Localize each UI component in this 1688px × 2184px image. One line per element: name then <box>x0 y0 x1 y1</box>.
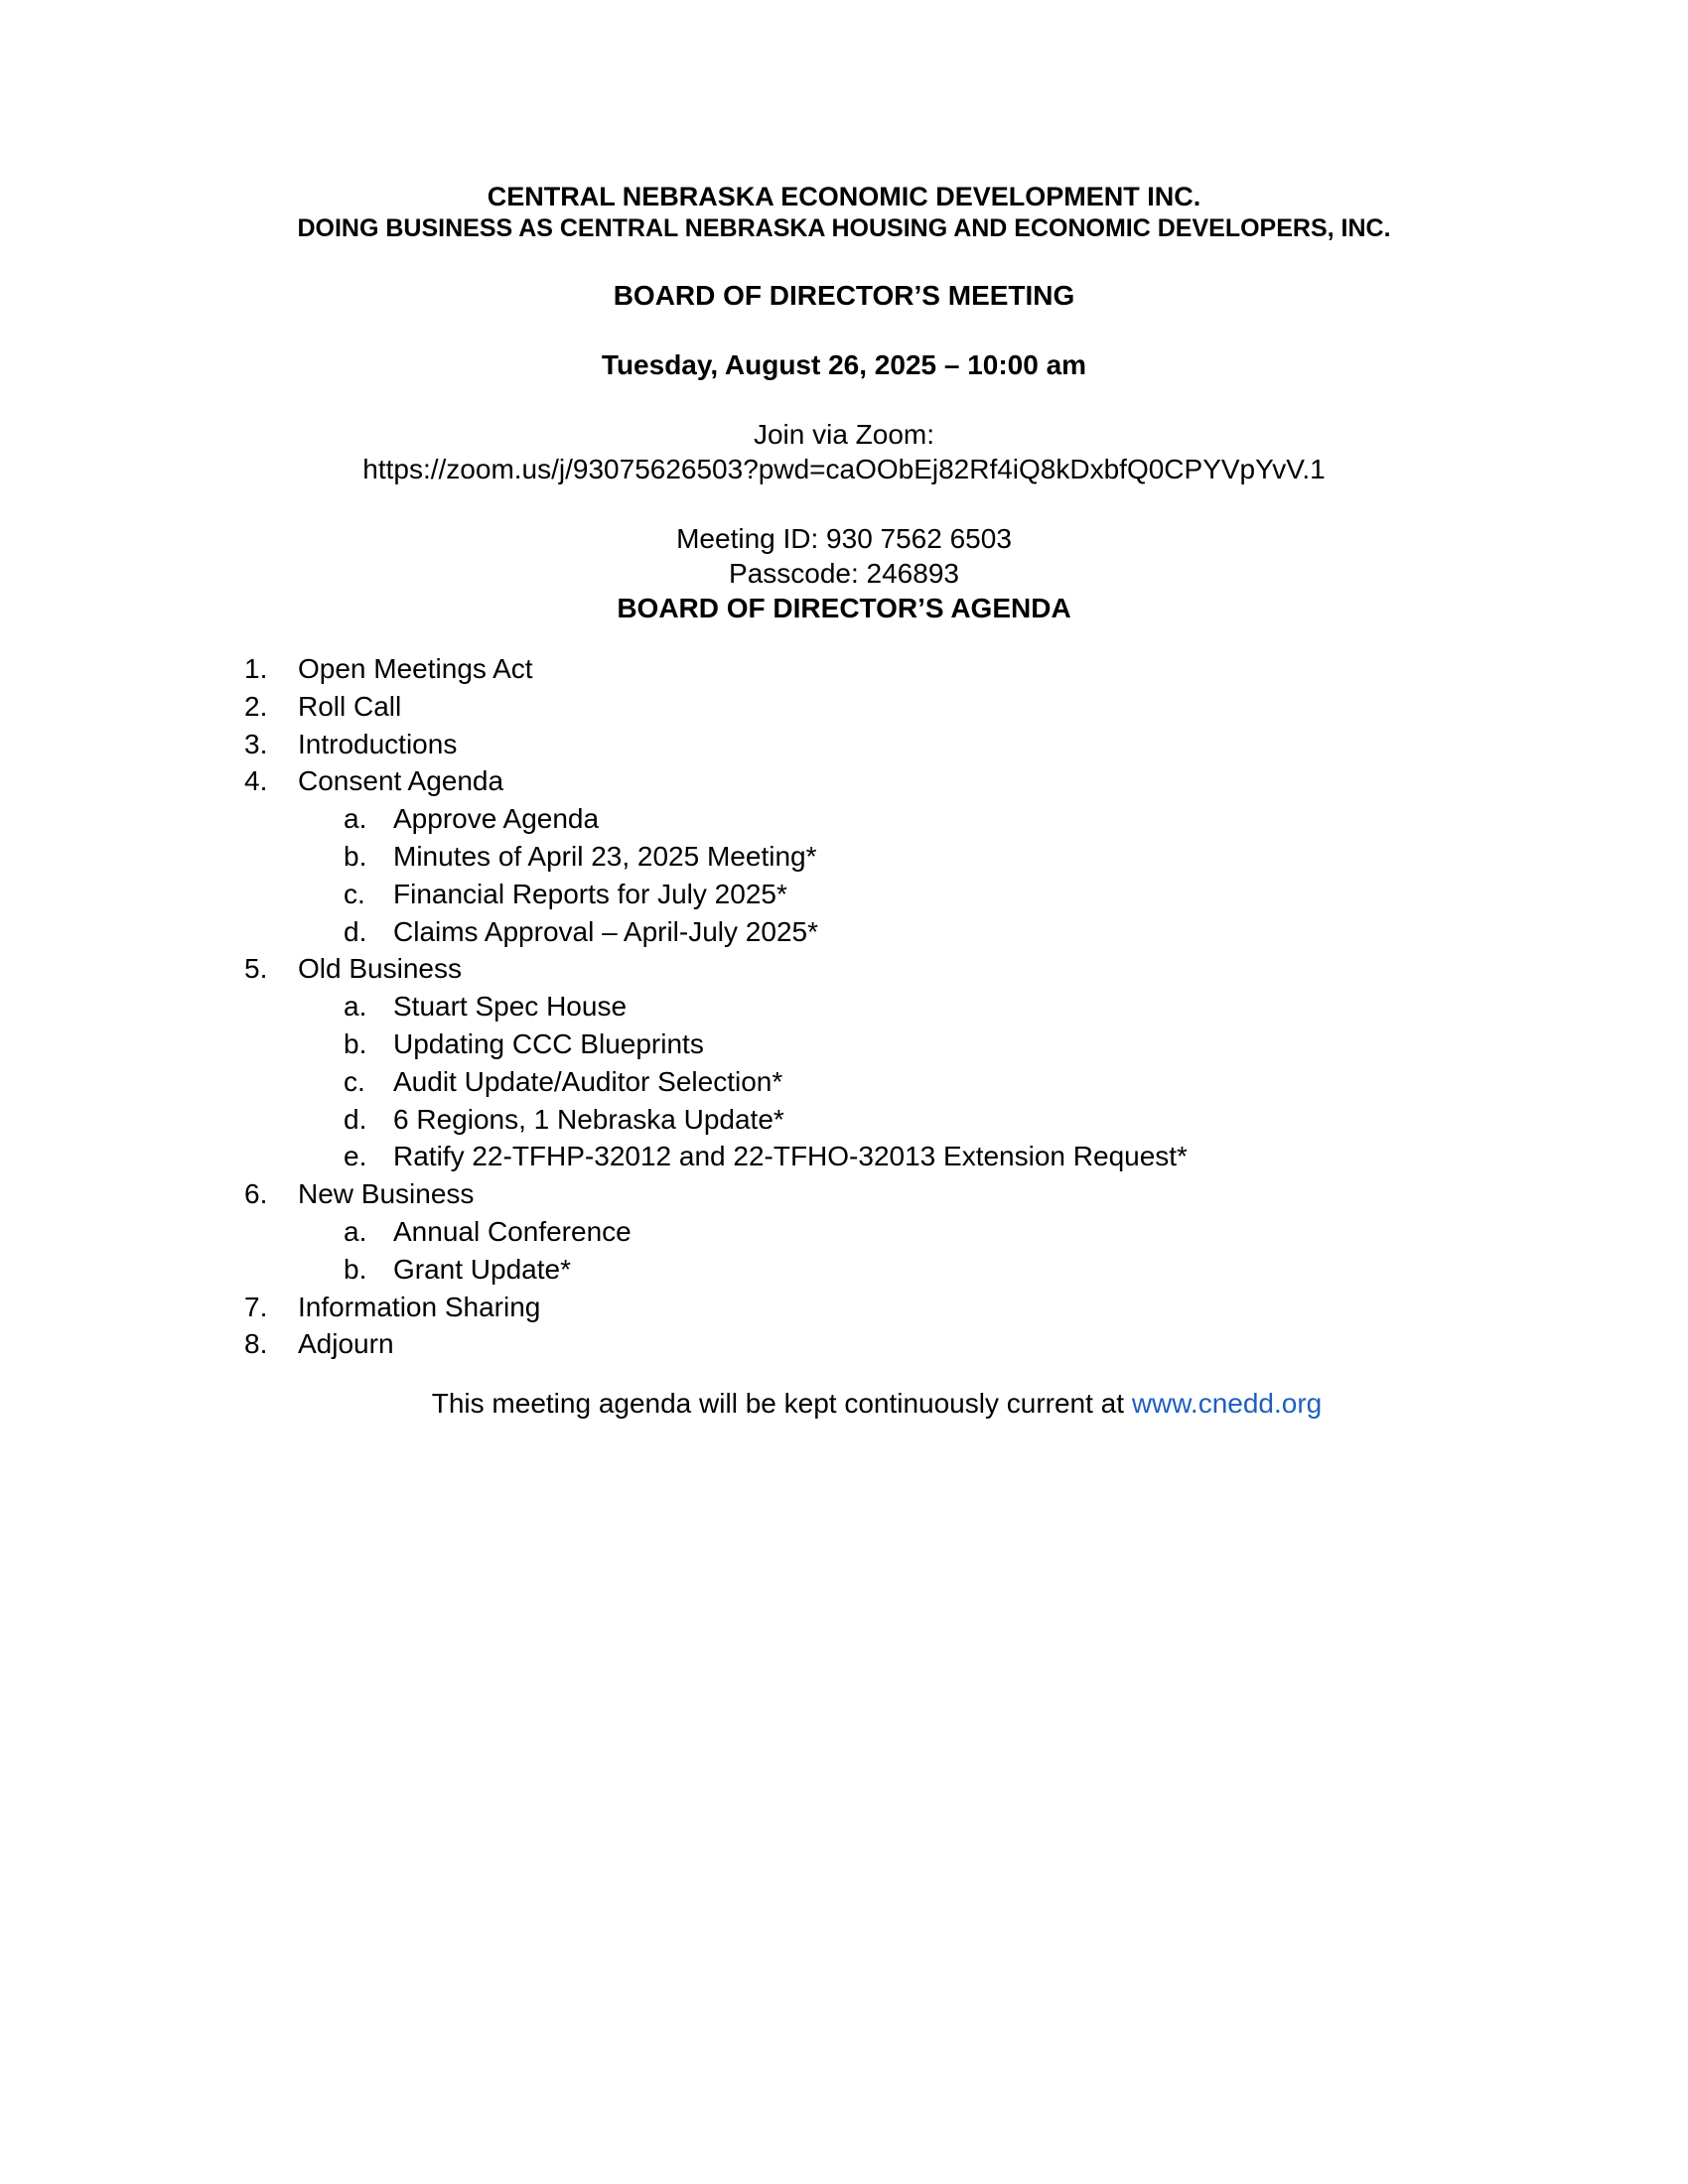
agenda-subitem <box>344 1213 1535 1251</box>
agenda-subitem-letter: d. <box>344 915 367 947</box>
agenda-subitem-label: Ratify 22-TFHP-32012 and 22-TFHO-32013 Extension Request* <box>393 1141 1188 1172</box>
meeting-datetime: Tuesday, August 26, 2025 – 10:00 am <box>601 349 1087 380</box>
agenda-item-number: 7. <box>244 1291 268 1322</box>
agenda-item <box>244 950 1535 1175</box>
agenda-item-row <box>244 650 1535 688</box>
agenda-subitem-label: Claims Approval – April-July 2025* <box>393 915 818 947</box>
agenda-item-label: Old Business <box>298 953 462 985</box>
agenda-item <box>244 762 1535 950</box>
agenda-list <box>244 650 1535 1363</box>
agenda-item-label: Introductions <box>298 728 458 759</box>
footer-note <box>0 1386 1688 1422</box>
agenda-item-row <box>244 688 1535 726</box>
agenda-subitem-label: Audit Update/Auditor Selection* <box>393 1065 783 1097</box>
website-link[interactable]: www.cnedd.org <box>1131 1388 1323 1419</box>
agenda-subitem-letter: b. <box>344 840 367 872</box>
footer-text: This meeting agenda will be kept continuously current at <box>431 1388 1125 1419</box>
agenda-subitem-list <box>244 1213 1535 1289</box>
agenda-item-label: Roll Call <box>298 690 402 722</box>
agenda-item-number: 4. <box>244 765 268 797</box>
agenda-item-number: 6. <box>244 1178 268 1210</box>
agenda-item <box>244 1325 1535 1363</box>
dba-line: DOING BUSINESS AS CENTRAL NEBRASKA HOUSING AND ECONOMIC DEVELOPERS, INC. <box>297 214 1391 242</box>
meeting-id: Meeting ID: 930 7562 6503 <box>676 523 1012 554</box>
agenda-title: BOARD OF DIRECTOR’S AGENDA <box>617 593 1071 623</box>
agenda-subitem-label: Approve Agenda <box>393 803 600 835</box>
agenda-subitem-letter: c. <box>344 1065 365 1097</box>
agenda-subitem <box>344 1138 1535 1175</box>
agenda-subitem <box>344 838 1535 876</box>
agenda-subitem <box>344 1251 1535 1289</box>
agenda-subitem <box>344 1025 1535 1063</box>
agenda-subitem-letter: b. <box>344 1027 367 1059</box>
agenda-item-row <box>244 1289 1535 1326</box>
agenda-subitem <box>344 876 1535 913</box>
agenda-item <box>244 1175 1535 1288</box>
agenda-item-label: Information Sharing <box>298 1291 541 1322</box>
org-name: CENTRAL NEBRASKA ECONOMIC DEVELOPMENT INC. <box>487 182 1201 211</box>
meeting-title: BOARD OF DIRECTOR’S MEETING <box>613 280 1075 311</box>
agenda-subitem-letter: a. <box>344 991 367 1023</box>
zoom-url-link[interactable]: https://zoom.us/j/93075626503?pwd=caOObEj82Rf4iQ8kDxbfQ0CPYVpYvV.1 <box>362 454 1326 484</box>
agenda-item-row <box>244 1175 1535 1213</box>
agenda-item <box>244 1289 1535 1326</box>
zoom-label: Join via Zoom: <box>753 419 935 450</box>
agenda-item-row <box>244 762 1535 800</box>
agenda-subitem <box>344 988 1535 1025</box>
agenda-subitem-label: Stuart Spec House <box>393 991 628 1023</box>
agenda-subitem-label: Financial Reports for July 2025* <box>393 878 787 909</box>
agenda-subitem-letter: a. <box>344 1215 367 1247</box>
org-header <box>0 181 1688 244</box>
agenda-item-number: 3. <box>244 728 268 759</box>
agenda-item-label: New Business <box>298 1178 475 1210</box>
agenda-subitem-letter: b. <box>344 1253 367 1285</box>
agenda-subitem-letter: e. <box>344 1141 367 1172</box>
agenda-item-number: 8. <box>244 1328 268 1360</box>
agenda-subitem-letter: c. <box>344 878 365 909</box>
agenda-item-row <box>244 950 1535 988</box>
agenda-item <box>244 688 1535 726</box>
agenda-item-label: Consent Agenda <box>298 765 504 797</box>
meeting-title-block <box>0 279 1688 313</box>
agenda-subitem-label: Annual Conference <box>393 1215 632 1247</box>
agenda-subitem <box>344 913 1535 951</box>
agenda-subitem-label: Updating CCC Blueprints <box>393 1027 704 1059</box>
agenda-subitem-letter: a. <box>344 803 367 835</box>
agenda-subitem-list <box>244 800 1535 950</box>
agenda-item-row <box>244 1325 1535 1363</box>
agenda-item-row <box>244 726 1535 763</box>
agenda-subitem <box>344 1101 1535 1139</box>
agenda-subitem-label: Grant Update* <box>393 1253 571 1285</box>
agenda-subitem-label: Minutes of April 23, 2025 Meeting* <box>393 840 817 872</box>
meeting-credentials <box>0 521 1688 625</box>
agenda-subitem <box>344 1063 1535 1101</box>
passcode: Passcode: 246893 <box>729 558 959 589</box>
agenda-item-label: Open Meetings Act <box>298 653 533 684</box>
agenda-item <box>244 726 1535 763</box>
agenda-item-number: 2. <box>244 690 268 722</box>
agenda-subitem-list <box>244 988 1535 1175</box>
agenda-item-number: 5. <box>244 953 268 985</box>
agenda-subitem-label: 6 Regions, 1 Nebraska Update* <box>393 1103 784 1135</box>
agenda-item <box>244 650 1535 688</box>
meeting-datetime-block <box>0 348 1688 382</box>
zoom-block <box>0 417 1688 486</box>
agenda-subitem <box>344 800 1535 838</box>
agenda-item-number: 1. <box>244 653 268 684</box>
agenda-item-label: Adjourn <box>298 1328 394 1360</box>
agenda-subitem-letter: d. <box>344 1103 367 1135</box>
